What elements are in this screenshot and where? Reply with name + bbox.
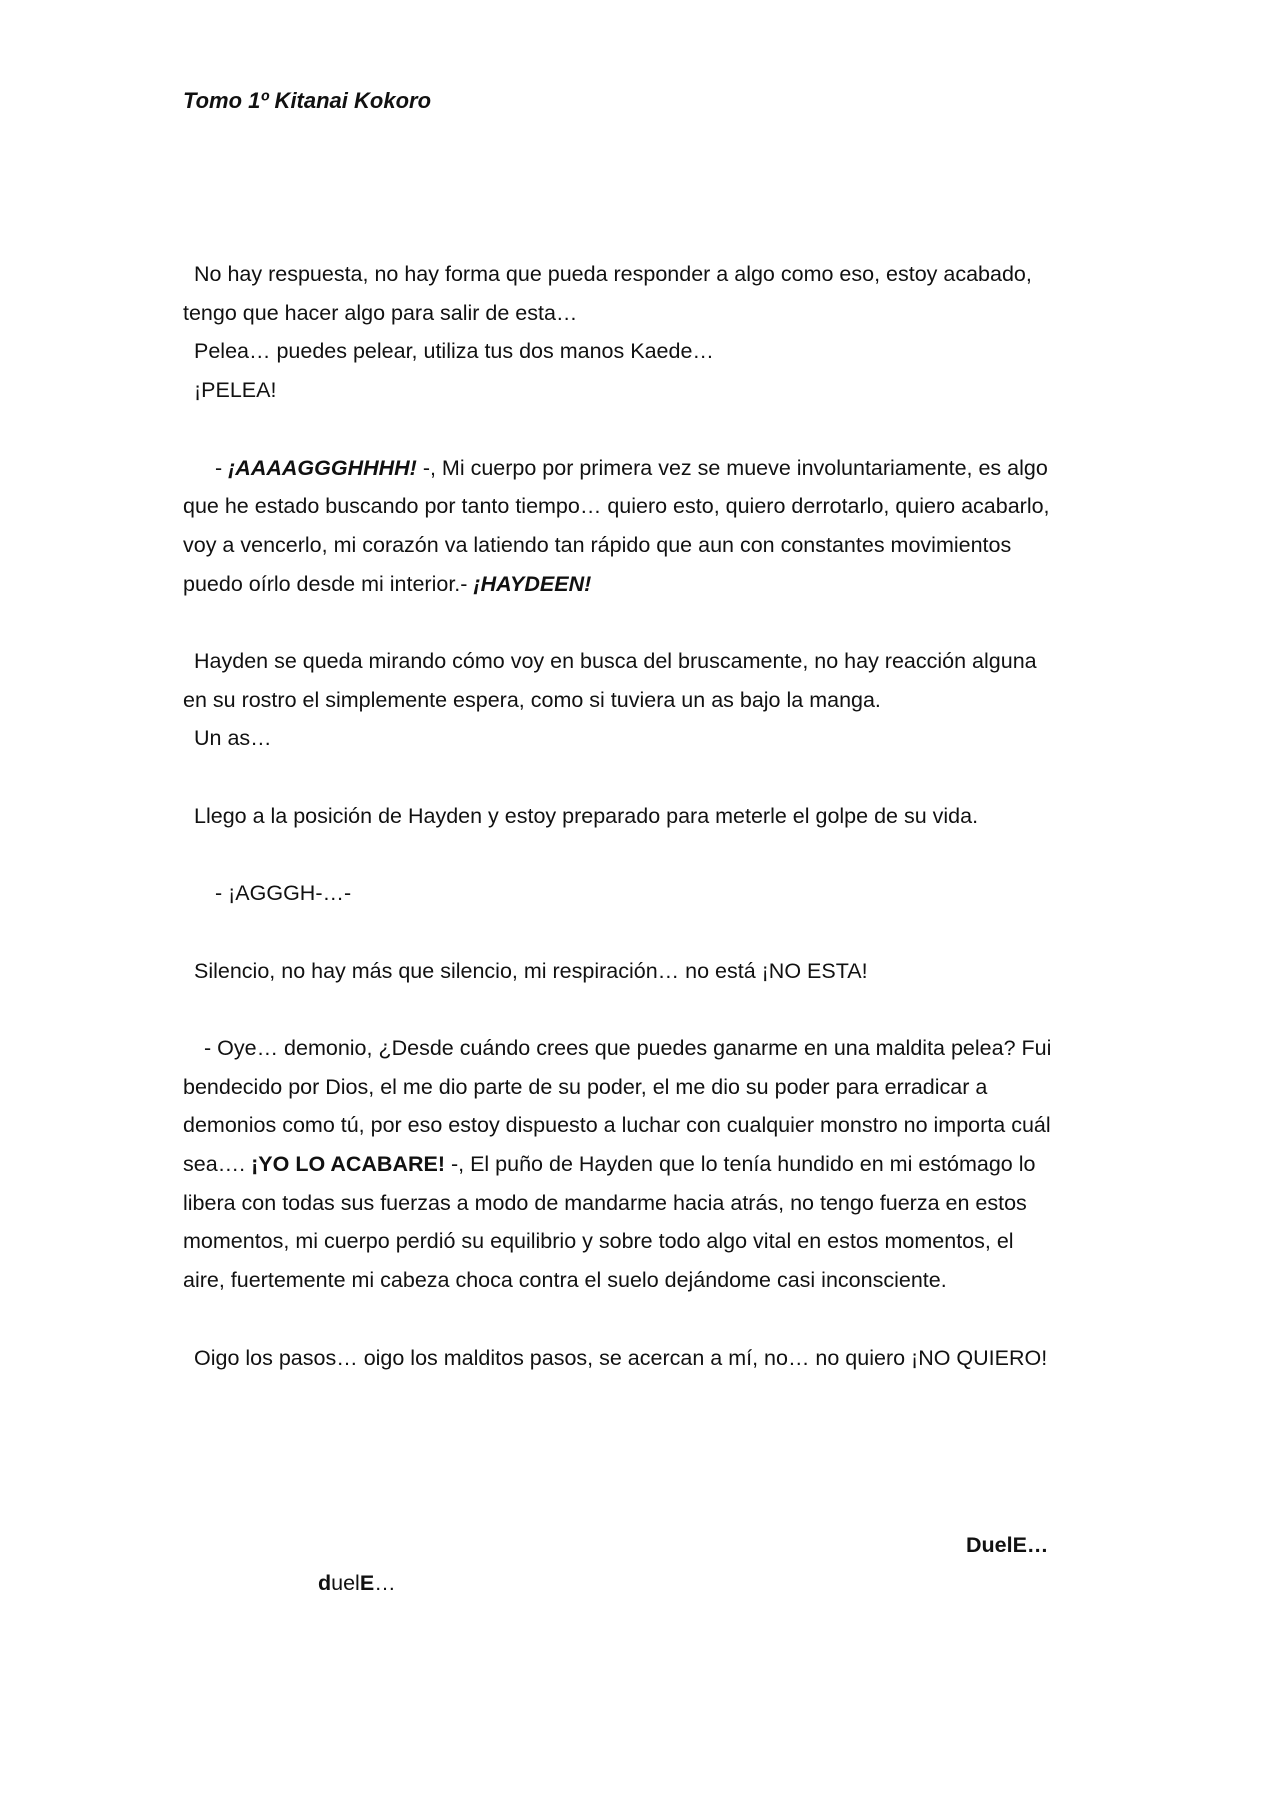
document-body (183, 255, 1113, 1377)
signature-ellipsis: … (374, 1571, 396, 1595)
signature-lower (318, 1571, 396, 1596)
text-span: puedo oírlo desde mi interior.- (183, 571, 474, 596)
paragraph-line: tengo que hacer algo para salir de esta… (183, 300, 578, 325)
paragraph-line: momentos, mi cuerpo perdió su equilibrio y sobre todo algo vital en estos momentos, el (183, 1229, 1014, 1254)
paragraph-line: libera con todas sus fuerzas a modo de mandarme hacia atrás, no tengo fuerza en estos (183, 1190, 1027, 1215)
dialogue-line: - Oye… demonio, ¿Desde cuándo crees que puedes ganarme en una maldita pelea? Fui (204, 1035, 1052, 1060)
text-span: sea…. (183, 1152, 252, 1177)
paragraph-line: Silencio, no hay más que silencio, mi respiración… no está ¡NO ESTA! (194, 958, 868, 983)
paragraph-line: No hay respuesta, no hay forma que pueda responder a algo como eso, estoy acabado, (194, 262, 1032, 286)
paragraph-line: demonios como tú, por eso estoy dispuesto a luchar con cualquier monstro no importa cuál (183, 1113, 1051, 1138)
paragraph-line: que he estado buscando por tanto tiempo… quiero esto, quiero derrotarlo, quiero acabarlo, (183, 494, 1050, 519)
paragraph-line: en su rostro el simplemente espera, como si tuviera un as bajo la manga. (183, 687, 881, 712)
signature-initial: d (318, 1571, 332, 1595)
paragraph-line: aire, fuertemente mi cabeza choca contra el suelo dejándome casi inconsciente. (183, 1268, 947, 1293)
paragraph-line: Llego a la posición de Hayden y estoy preparado para meterle el golpe de su vida. (194, 803, 979, 828)
document-header-title: Tomo 1º Kitanai Kokoro (183, 88, 432, 113)
paragraph-line: ¡PELEA! (194, 378, 277, 403)
paragraph-line: Un as… (194, 726, 272, 751)
signature-upper: DuelE… (966, 1533, 1049, 1557)
shout-text: ¡AAAAGGGHHHH! (228, 455, 417, 480)
paragraph-line (183, 1145, 1113, 1184)
signature-capital: E (359, 1571, 375, 1595)
paragraph-line: Hayden se queda mirando cómo voy en busca del bruscamente, no hay reacción alguna (194, 649, 1037, 673)
dialogue-dash: - (215, 455, 229, 480)
dialogue-line (183, 449, 1113, 488)
text-span: -, Mi cuerpo por primera vez se mueve involuntariamente, es algo (416, 455, 1048, 480)
dialogue-line: - ¡AGGGH-…- (215, 881, 352, 906)
paragraph-line: voy a vencerlo, mi corazón va latiendo tan rápido que aun con constantes movimientos (183, 532, 1012, 557)
paragraph-line: bendecido por Dios, el me dio parte de su poder, el me dio su poder para erradicar a (183, 1074, 988, 1099)
paragraph-line: Pelea… puedes pelear, utiliza tus dos manos Kaede… (194, 339, 714, 364)
signature-middle: uel (331, 1571, 360, 1595)
shout-text: ¡HAYDEEN! (473, 571, 592, 596)
paragraph-line: Oigo los pasos… oigo los malditos pasos, se acercan a mí, no… no quiero ¡NO QUIERO! (194, 1345, 1048, 1370)
paragraph-line (183, 565, 1113, 604)
text-span: -, El puño de Hayden que lo tenía hundido en mi estómago lo (445, 1152, 1036, 1177)
bold-text: ¡YO LO ACABARE! (251, 1152, 446, 1177)
